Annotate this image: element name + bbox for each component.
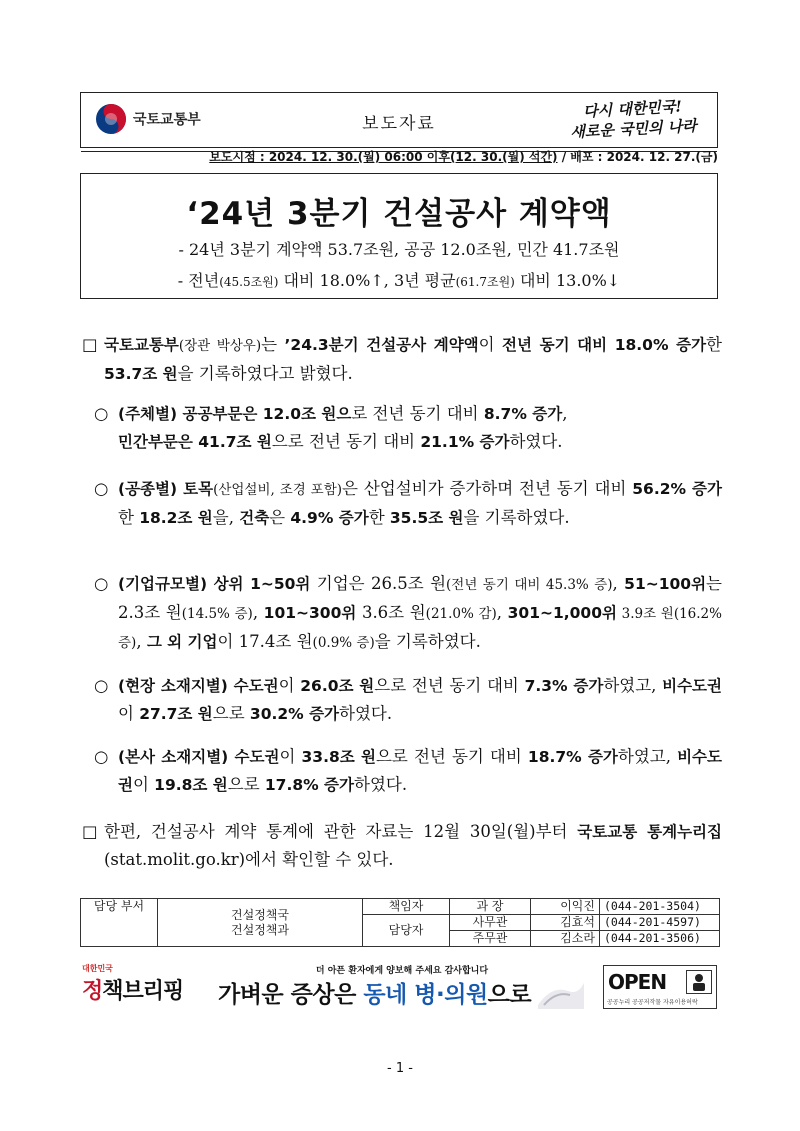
- subtitle-2: [81, 268, 717, 291]
- text-span: 을 기록하였다.: [374, 632, 481, 651]
- text-span: 으로 전년 동기 대비: [375, 747, 528, 766]
- subtitle-2-part: 대비 13.0%↓: [514, 271, 621, 290]
- text-span: (장관 박상우): [178, 338, 262, 354]
- contact-table: [80, 898, 720, 947]
- paragraph-by-hq-location: [82, 743, 722, 799]
- statistics-site-url: (stat.molit.go.kr)에서 확인할 수 있다.: [104, 850, 394, 869]
- text-span: ’24.3분기 건설공사 계약액: [284, 336, 479, 354]
- staff-phone: (044-201-3506): [600, 931, 720, 947]
- paragraph-statistics-source: [82, 818, 722, 873]
- text-span: 17.8% 증가: [264, 776, 355, 794]
- subtitle-2-part: 대비 18.0%↑, 3년 평균: [278, 271, 456, 290]
- slogan-line-1: 다시 대한민국!: [582, 97, 683, 121]
- policy-briefing-banner[interactable]: [82, 963, 190, 1011]
- text-span: (14.5% 증): [181, 606, 253, 622]
- paragraph-by-site-location: [82, 672, 722, 728]
- title-box: [80, 173, 718, 299]
- text-span: 4.9% 증가: [290, 509, 369, 527]
- text-span: ,: [136, 632, 147, 651]
- open-wordmark: OPEN: [608, 970, 667, 994]
- text-span: (전년 동기 대비 45.3% 증): [446, 577, 613, 593]
- text-span: 건축: [239, 509, 270, 527]
- text-span: 56.2% 증가: [632, 480, 722, 498]
- text-span: 으로: [212, 704, 250, 723]
- text-span: 8.7% 증가: [483, 405, 563, 423]
- banner-left-main: 책브리핑: [102, 979, 184, 1004]
- embargo-time: 보도시점 : 2024. 12. 30.(월) 06:00 이후(12. 30.(월) 석간): [209, 150, 558, 164]
- circle-bullet: ○: [94, 747, 109, 766]
- ministry-name: 국토교통부: [133, 112, 201, 128]
- text-span: 비수도권: [118, 748, 722, 794]
- hand-illustration-icon: [534, 975, 586, 1009]
- text-span: 한: [368, 508, 390, 527]
- circle-bullet: ○: [94, 479, 109, 498]
- text-span: (본사 소재지별) 수도권: [118, 748, 280, 766]
- text-span: (기업규모별) 상위 1~50위: [118, 575, 311, 593]
- text-span: 21.1% 증가: [420, 433, 510, 451]
- text-span: (현장 소재지별) 수도권: [118, 677, 279, 695]
- open-license-badge[interactable]: [603, 965, 717, 1009]
- release-info: [80, 148, 718, 165]
- box-bullet: □: [82, 335, 98, 354]
- staff-phone: (044-201-3504): [600, 899, 720, 915]
- text-span: 전년 동기 대비 18.0% 증가: [502, 336, 707, 354]
- text-span: 이: [132, 775, 155, 794]
- banner-mid-main: 가벼운 증상은: [218, 982, 364, 1008]
- staff-name: 이익진: [531, 899, 600, 915]
- text-span: 51~100위: [624, 575, 707, 593]
- text-span: 101~300위: [263, 604, 357, 622]
- dept-name-cell: [158, 899, 363, 947]
- page-number: - 1 -: [387, 1061, 413, 1076]
- text-span: 는: [261, 335, 285, 354]
- text-span: ,: [562, 404, 568, 423]
- subtitle-2-part: - 전년: [177, 271, 220, 290]
- banner-left-main: 정: [82, 979, 103, 1004]
- text-span: (산업설비, 조경 포함): [213, 482, 343, 498]
- slogan-line-2: 새로운 국민의 나라: [569, 116, 698, 142]
- text-span: 이 17.4조 원: [217, 632, 313, 651]
- text-span: 한편, 건설공사 계약 통계에 관한 자료는 12월 30일(월)부터: [104, 822, 578, 841]
- staff-name: 김소라: [531, 931, 600, 947]
- banner-mid-highlight: 동네 병·의원: [363, 982, 488, 1008]
- text-span: ,: [612, 574, 625, 593]
- text-span: 는 2.3조 원: [118, 574, 722, 622]
- text-span: 하였다.: [509, 432, 563, 451]
- text-span: 19.8조 원: [154, 776, 228, 794]
- table-row: [81, 899, 720, 915]
- statistics-site-name: 국토교통 통계누리집: [577, 823, 722, 841]
- open-license-note: 공공누리 공공저작물 자유이용허락: [607, 999, 698, 1006]
- page-title: ‘24년 3분기 건설공사 계약액: [186, 196, 612, 232]
- text-span: 은 산업설비가 증가하며 전년 동기 대비: [342, 479, 633, 498]
- text-span: 하였고,: [617, 747, 678, 766]
- text-span: 을 기록하였다고 밝혔다.: [177, 364, 353, 383]
- text-span: 비수도권: [662, 677, 723, 695]
- text-span: 53.7조 원: [104, 365, 178, 383]
- dept-label: 담당 부서: [81, 899, 158, 947]
- text-span: 으로: [227, 775, 265, 794]
- banner-mid-main: 으로: [487, 982, 532, 1008]
- text-span: 을,: [212, 508, 240, 527]
- press-header: [80, 92, 718, 148]
- subtitle-2-part: (61.7조원): [455, 275, 515, 289]
- text-span: 18.2조 원: [139, 509, 213, 527]
- responsible-label: 책임자: [363, 899, 450, 915]
- text-span: 하였다.: [354, 775, 408, 794]
- paragraph-by-work-type: [82, 475, 722, 532]
- text-span: 26.0조 원: [300, 677, 375, 695]
- person-icon: [686, 970, 712, 994]
- text-span: ,: [252, 603, 264, 622]
- banner-left-top: 대한민국: [82, 964, 113, 973]
- text-span: (16.2% 증): [118, 606, 722, 651]
- text-span: 을 기록하였다.: [463, 508, 570, 527]
- government-slogan: [562, 95, 704, 142]
- paragraph-by-entity: [82, 400, 722, 456]
- paragraph-by-company-size: [82, 570, 722, 657]
- staff-title: 사무관: [450, 915, 531, 931]
- press-release-label: 보도자료: [362, 114, 436, 134]
- dept-bureau: 건설정책국: [231, 907, 289, 922]
- staff-phone: (044-201-4597): [600, 915, 720, 931]
- text-span: 이: [118, 704, 140, 723]
- text-span: 7.3% 증가: [524, 677, 604, 695]
- text-span: 33.8조 원: [301, 748, 376, 766]
- text-span: 은: [269, 508, 291, 527]
- text-span: 3.6조 원: [356, 603, 426, 622]
- circle-bullet: ○: [94, 404, 109, 423]
- distribution-date: / 배포 : 2024. 12. 27.(금): [557, 150, 718, 164]
- text-span: 그 외 기업: [146, 633, 218, 651]
- box-bullet: □: [82, 822, 98, 841]
- text-span: (0.9% 증): [312, 635, 375, 651]
- text-span: 기업은 26.5조 원: [310, 574, 447, 593]
- text-span: 하였다.: [339, 704, 393, 723]
- text-span: 로 전년 동기 대비: [351, 404, 484, 423]
- banner-mid-top: 더 아픈 환자에게 양보해 주세요 감사합니다: [315, 966, 489, 976]
- text-span: 국토교통부: [104, 336, 179, 354]
- text-span: (주체별) 공공부문은 12.0조 원으: [118, 405, 352, 423]
- text-span: 으로 전년 동기 대비: [374, 676, 525, 695]
- text-span: 이: [278, 676, 301, 695]
- circle-bullet: ○: [94, 676, 109, 695]
- text-span: 이: [279, 747, 302, 766]
- dept-division: 건설정책과: [231, 922, 289, 937]
- text-span: 27.7조 원: [139, 705, 213, 723]
- staff-title: 과 장: [450, 899, 531, 915]
- subtitle-2-part: (45.5조원): [219, 275, 279, 289]
- circle-bullet: ○: [94, 574, 109, 593]
- text-span: 18.7% 증가: [527, 748, 618, 766]
- staff-name: 김효석: [531, 915, 600, 931]
- text-span: 3.9조 원: [616, 606, 674, 622]
- text-span: ,: [496, 603, 508, 622]
- text-span: 301~1,000위: [507, 604, 617, 622]
- text-span: 이: [478, 335, 503, 354]
- text-span: 35.5조 원: [389, 509, 464, 527]
- text-span: (공종별) 토목: [118, 480, 214, 498]
- text-span: 민간부문은 41.7조 원: [118, 433, 272, 451]
- text-span: 으로 전년 동기 대비: [271, 432, 421, 451]
- paragraph-summary: [82, 331, 722, 388]
- text-span: 하였고,: [603, 676, 663, 695]
- text-span: 한: [706, 335, 722, 354]
- text-span: (21.0% 감): [425, 606, 497, 622]
- staff-title: 주무관: [450, 931, 531, 947]
- staff-label: 담당자: [363, 915, 450, 947]
- health-campaign-banner[interactable]: [218, 963, 586, 1011]
- subtitle-1: - 24년 3분기 계약액 53.7조원, 공공 12.0조원, 민간 41.7조원: [178, 240, 620, 259]
- text-span: 30.2% 증가: [249, 705, 340, 723]
- text-span: 한: [118, 508, 140, 527]
